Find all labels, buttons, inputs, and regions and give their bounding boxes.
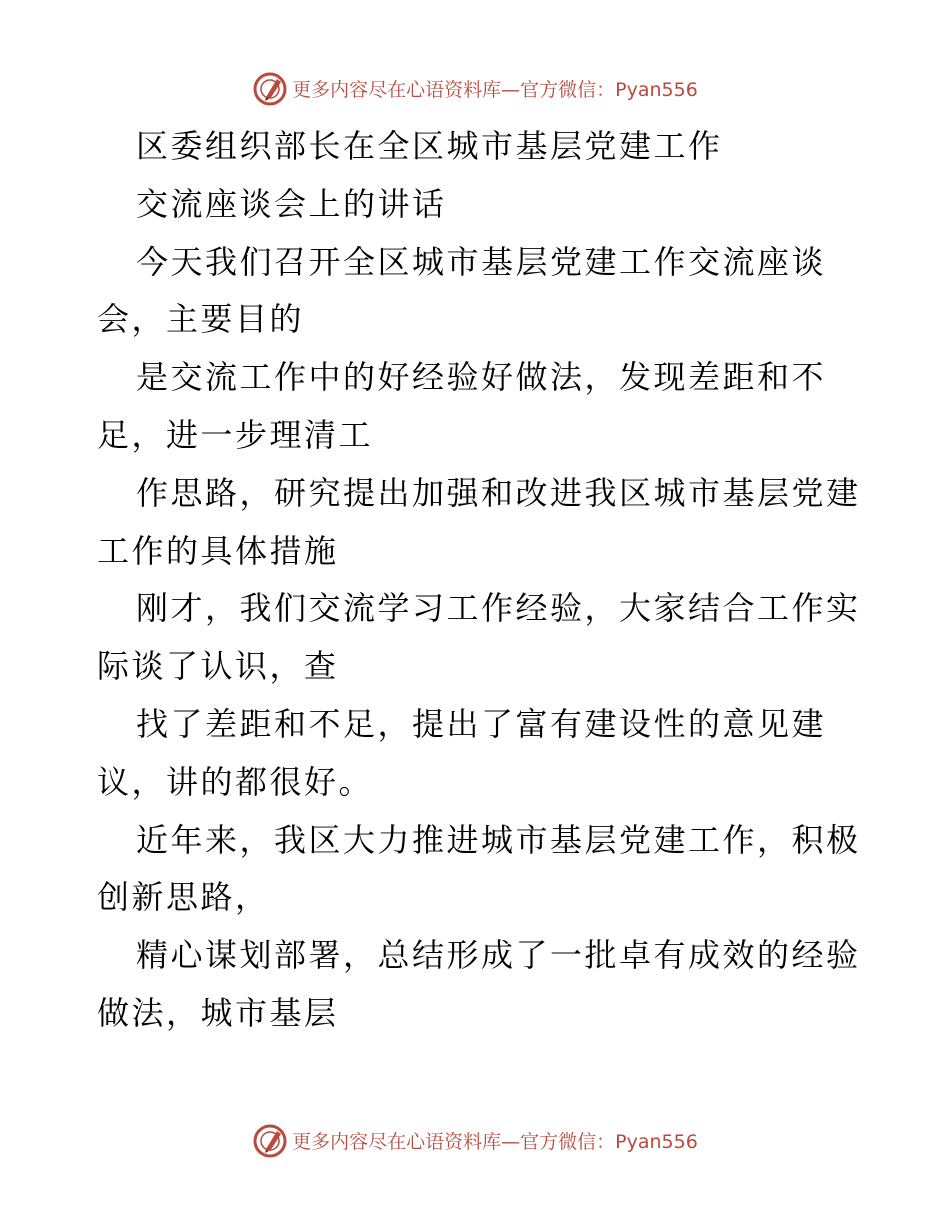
text-line: 足，进一步理清工 <box>97 415 374 454</box>
text-line: 创新思路， <box>97 878 270 917</box>
paragraph <box>0 580 950 696</box>
paragraph <box>0 465 950 581</box>
header-watermark <box>0 70 950 106</box>
text-line: 做法，城市基层 <box>97 993 339 1032</box>
footer-watermark <box>0 1122 950 1158</box>
paragraph <box>0 118 950 176</box>
text-line: 今天我们召开全区城市基层党建工作交流座谈 <box>136 242 827 281</box>
text-line: 精心谋划部署，总结形成了一批卓有成效的经验 <box>136 936 861 975</box>
text-line: 找了差距和不足，提出了富有建设性的意见建 <box>136 704 827 743</box>
paragraph <box>0 927 950 1043</box>
paragraph <box>0 812 950 928</box>
document-body <box>0 118 950 1043</box>
text-line: 刚才，我们交流学习工作经验，大家结合工作实 <box>136 589 861 628</box>
pen-logo-icon <box>252 70 288 106</box>
text-line: 工作的具体措施 <box>97 531 339 570</box>
text-line: 议，讲的都很好。 <box>97 762 374 801</box>
text-line: 会，主要目的 <box>97 300 305 339</box>
text-line: 际谈了认识，查 <box>97 647 339 686</box>
watermark-text: 更多内容尽在心语资料库—官方微信：Pyan556 <box>292 78 698 101</box>
text-line: 作思路，研究提出加强和改进我区城市基层党建 <box>136 473 861 512</box>
text-line: 是交流工作中的好经验好做法，发现差距和不 <box>136 358 827 397</box>
text-line: 近年来，我区大力推进城市基层党建工作，积极 <box>136 820 861 859</box>
paragraph <box>0 234 950 350</box>
paragraph <box>0 349 950 465</box>
paragraph <box>0 696 950 812</box>
paragraph <box>0 176 950 234</box>
pen-logo-icon <box>252 1122 288 1158</box>
watermark-text: 更多内容尽在心语资料库—官方微信：Pyan556 <box>292 1130 698 1153</box>
text-line: 交流座谈会上的讲话 <box>136 184 447 223</box>
text-line: 区委组织部长在全区城市基层党建工作 <box>136 127 723 165</box>
